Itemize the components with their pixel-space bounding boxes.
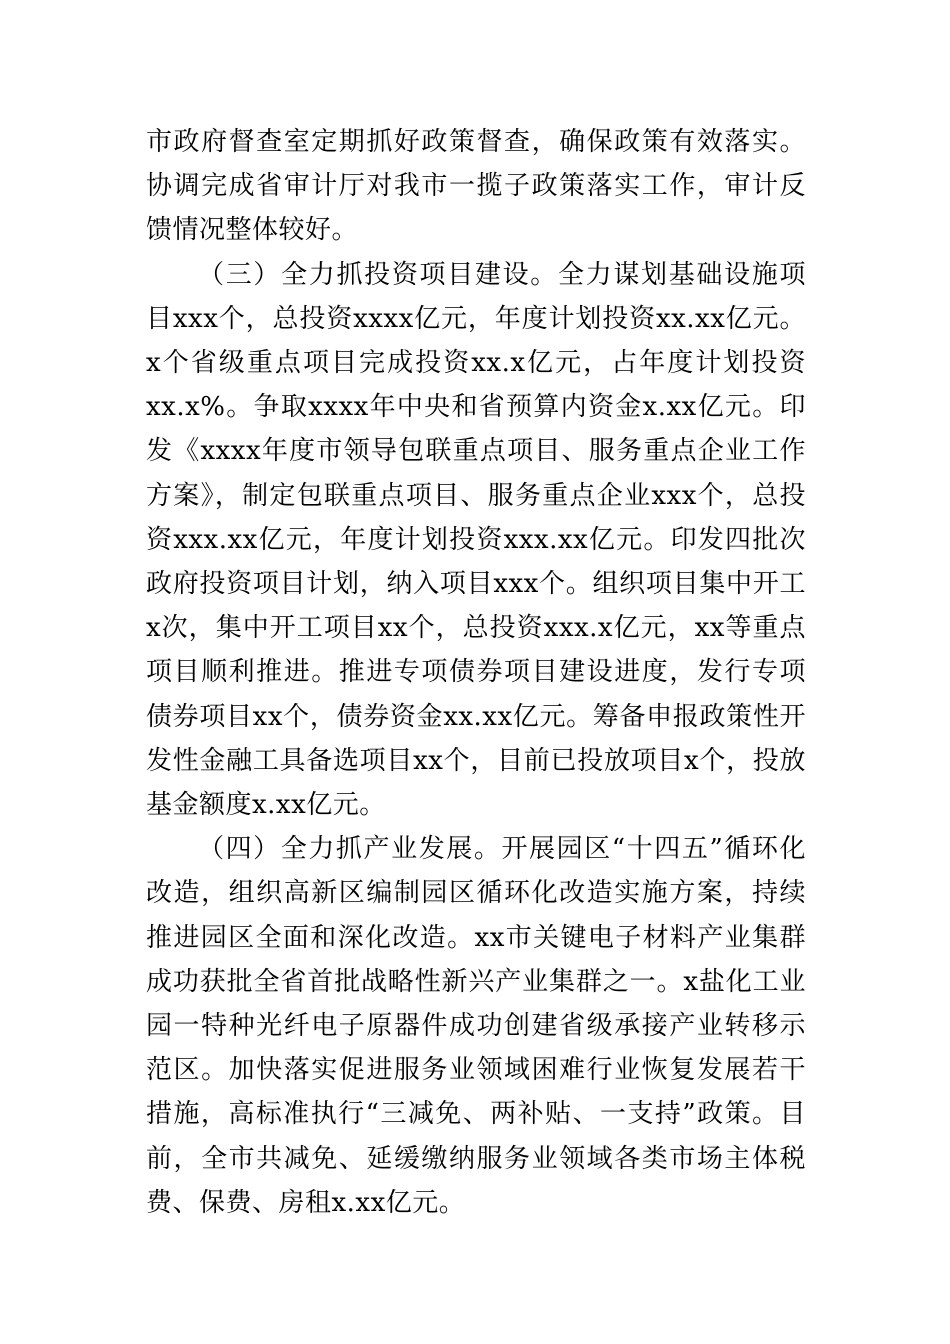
paragraph-investment-projects: （三）全力抓投资项目建设。全力谋划基础设施项目xxx个，总投资xxxx亿元，年度计划投资xx.xx亿元。x个省级重点项目完成投资xx.x亿元，占年度计划投资xx.x%。争取xxxx年中央和省预算内资金x.xx亿元。印发《xxxx年度市领导包联重点项目、服务重点企业工作方案》，制定包联重点项目、服务重点企业xxx个，总投资xxx.xx亿元，年度计划投资xxx.xx亿元。印发四批次政府投资项目计划，纳入项目xxx个。组织项目集中开工x次，集中开工项目xx个，总投资xxx.x亿元，xx等重点项目顺利推进。推进专项债券项目建设进度，发行专项债券项目xx个，债券资金xx.xx亿元。筹备申报政策性开发性金融工具备选项目xx个，目前已投放项目x个，投放基金额度x.xx亿元。 [146, 259, 806, 821]
paragraph-policy-supervision: 市政府督查室定期抓好政策督查，确保政策有效落实。协调完成省审计厅对我市一揽子政策落实工作，审计反馈情况整体较好。 [146, 127, 806, 246]
paragraph-industry-development: （四）全力抓产业发展。开展园区“十四五”循环化改造，组织高新区编制园区循环化改造实施方案，持续推进园区全面和深化改造。xx市关键电子材料产业集群成功获批全省首批战略性新兴产业集群之一。x盐化工业园一特种光纤电子原器件成功创建省级承接产业转移示范区。加快落实促进服务业领域困难行业恢复发展若干措施，高标准执行“三减免、两补贴、一支持”政策。目前，全市共减免、延缓缴纳服务业领域各类市场主体税费、保费、房租x.xx亿元。 [146, 834, 806, 1218]
document-body [146, 120, 806, 1225]
